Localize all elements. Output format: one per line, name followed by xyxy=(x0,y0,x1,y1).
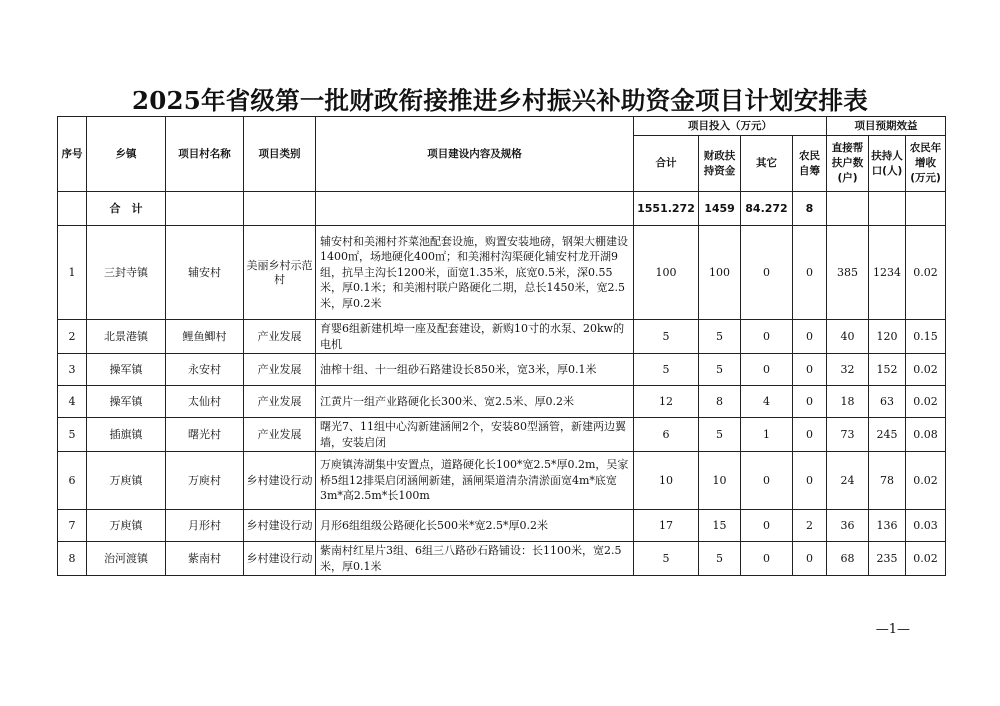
row-village: 鲤鱼鲫村 xyxy=(166,320,244,354)
header-farmer: 农民自筹 xyxy=(793,136,827,192)
row-town: 治河渡镇 xyxy=(87,542,166,576)
row-content: 曙光7、11组中心沟新建涵闸2个，安装80型涵管，新建两边翼墙，安装启闭 xyxy=(316,418,634,452)
row-category: 产业发展 xyxy=(244,386,316,418)
header-category: 项目类别 xyxy=(244,117,316,192)
row-people: 245 xyxy=(869,418,906,452)
row-total: 5 xyxy=(634,320,699,354)
row-village: 太仙村 xyxy=(166,386,244,418)
row-other: 0 xyxy=(741,354,793,386)
row-fiscal: 5 xyxy=(699,354,741,386)
total-other: 84.272 xyxy=(741,192,793,226)
row-category: 美丽乡村示范村 xyxy=(244,226,316,320)
row-content: 万庾镇涛湖集中安置点，道路硬化长100*宽2.5*厚0.2m，吴家桥5组12排渠启闭涵闸新建，涵闸渠道清杂清淤面宽4m*底宽3m*高2.5m*长100m xyxy=(316,452,634,510)
row-people: 120 xyxy=(869,320,906,354)
row-content: 月形6组组级公路硬化长500米*宽2.5*厚0.2米 xyxy=(316,510,634,542)
row-farmer: 0 xyxy=(793,354,827,386)
table-row xyxy=(58,386,946,418)
row-people: 235 xyxy=(869,542,906,576)
header-investment-group: 项目投入（万元） xyxy=(634,117,827,136)
row-town: 操军镇 xyxy=(87,354,166,386)
row-town: 万庾镇 xyxy=(87,510,166,542)
row-income: 0.02 xyxy=(906,542,946,576)
table-row xyxy=(58,418,946,452)
row-category: 产业发展 xyxy=(244,418,316,452)
row-fiscal: 15 xyxy=(699,510,741,542)
row-fiscal: 5 xyxy=(699,320,741,354)
header-content: 项目建设内容及规格 xyxy=(316,117,634,192)
row-income: 0.02 xyxy=(906,226,946,320)
table-row xyxy=(58,542,946,576)
row-fiscal: 8 xyxy=(699,386,741,418)
header-direct-households: 直接帮扶户数(户) xyxy=(827,136,869,192)
row-households: 36 xyxy=(827,510,869,542)
row-category: 产业发展 xyxy=(244,354,316,386)
row-category: 乡村建设行动 xyxy=(244,542,316,576)
header-income-increase: 农民年增收(万元) xyxy=(906,136,946,192)
total-farmer: 8 xyxy=(793,192,827,226)
row-index: 3 xyxy=(58,354,87,386)
row-farmer: 0 xyxy=(793,320,827,354)
row-people: 78 xyxy=(869,452,906,510)
row-other: 0 xyxy=(741,226,793,320)
row-town: 万庾镇 xyxy=(87,452,166,510)
row-fiscal: 5 xyxy=(699,418,741,452)
page-number: —1— xyxy=(875,622,910,637)
table-row xyxy=(58,354,946,386)
row-farmer: 0 xyxy=(793,386,827,418)
row-content: 育婴6组新建机埠一座及配套建设，新购10寸的水泵、20kw的电机 xyxy=(316,320,634,354)
row-category: 乡村建设行动 xyxy=(244,510,316,542)
row-farmer: 2 xyxy=(793,510,827,542)
row-category: 产业发展 xyxy=(244,320,316,354)
table-row xyxy=(58,320,946,354)
row-other: 0 xyxy=(741,510,793,542)
row-income: 0.02 xyxy=(906,452,946,510)
row-other: 1 xyxy=(741,418,793,452)
row-index: 8 xyxy=(58,542,87,576)
total-fiscal: 1459 xyxy=(699,192,741,226)
row-town: 操军镇 xyxy=(87,386,166,418)
total-row xyxy=(58,192,946,226)
row-people: 152 xyxy=(869,354,906,386)
row-income: 0.02 xyxy=(906,386,946,418)
header-other: 其它 xyxy=(741,136,793,192)
row-other: 4 xyxy=(741,386,793,418)
row-village: 月形村 xyxy=(166,510,244,542)
row-farmer: 0 xyxy=(793,418,827,452)
row-content: 油榨十组、十一组砂石路建设长850米，宽3米，厚0.1米 xyxy=(316,354,634,386)
row-index: 6 xyxy=(58,452,87,510)
row-index: 2 xyxy=(58,320,87,354)
row-village: 永安村 xyxy=(166,354,244,386)
row-index: 4 xyxy=(58,386,87,418)
row-content: 江黄片一组产业路硬化长300米、宽2.5米、厚0.2米 xyxy=(316,386,634,418)
row-income: 0.15 xyxy=(906,320,946,354)
project-plan-table xyxy=(57,116,946,576)
row-category: 乡村建设行动 xyxy=(244,452,316,510)
header-benefit-group: 项目预期效益 xyxy=(827,117,946,136)
row-index: 5 xyxy=(58,418,87,452)
row-village: 辅安村 xyxy=(166,226,244,320)
row-village: 万庾村 xyxy=(166,452,244,510)
row-households: 385 xyxy=(827,226,869,320)
row-income: 0.02 xyxy=(906,354,946,386)
row-village: 紫南村 xyxy=(166,542,244,576)
row-town: 北景港镇 xyxy=(87,320,166,354)
row-other: 0 xyxy=(741,542,793,576)
table-row xyxy=(58,226,946,320)
header-village: 项目村名称 xyxy=(166,117,244,192)
row-other: 0 xyxy=(741,452,793,510)
row-households: 68 xyxy=(827,542,869,576)
row-farmer: 0 xyxy=(793,452,827,510)
row-town: 插旗镇 xyxy=(87,418,166,452)
total-label: 合 计 xyxy=(87,192,166,226)
header-index: 序号 xyxy=(58,117,87,192)
page-title: 2025年省级第一批财政衔接推进乡村振兴补助资金项目计划安排表 xyxy=(132,86,868,115)
header-town: 乡镇 xyxy=(87,117,166,192)
header-fiscal: 财政扶持资金 xyxy=(699,136,741,192)
row-total: 12 xyxy=(634,386,699,418)
row-households: 24 xyxy=(827,452,869,510)
row-index: 7 xyxy=(58,510,87,542)
row-total: 100 xyxy=(634,226,699,320)
row-village: 曙光村 xyxy=(166,418,244,452)
row-total: 5 xyxy=(634,542,699,576)
row-other: 0 xyxy=(741,320,793,354)
row-people: 136 xyxy=(869,510,906,542)
row-households: 73 xyxy=(827,418,869,452)
row-farmer: 0 xyxy=(793,542,827,576)
row-households: 18 xyxy=(827,386,869,418)
row-income: 0.03 xyxy=(906,510,946,542)
header-total: 合计 xyxy=(634,136,699,192)
row-total: 5 xyxy=(634,354,699,386)
row-fiscal: 10 xyxy=(699,452,741,510)
header-supported-people: 扶持人口(人) xyxy=(869,136,906,192)
row-index: 1 xyxy=(58,226,87,320)
row-fiscal: 100 xyxy=(699,226,741,320)
table-row xyxy=(58,452,946,510)
row-town: 三封寺镇 xyxy=(87,226,166,320)
row-income: 0.08 xyxy=(906,418,946,452)
table-row xyxy=(58,510,946,542)
row-total: 10 xyxy=(634,452,699,510)
row-people: 1234 xyxy=(869,226,906,320)
row-fiscal: 5 xyxy=(699,542,741,576)
row-households: 40 xyxy=(827,320,869,354)
row-households: 32 xyxy=(827,354,869,386)
row-people: 63 xyxy=(869,386,906,418)
row-total: 17 xyxy=(634,510,699,542)
row-content: 紫南村红星片3组、6组三八路砂石路铺设：长1100米，宽2.5米，厚0.1米 xyxy=(316,542,634,576)
total-sum: 1551.272 xyxy=(634,192,699,226)
row-content: 辅安村和美湘村芥菜池配套设施，购置安装地磅，钢架大棚建设1400㎡，场地硬化400㎡；和美湘村沟渠硬化辅安村龙开湖9组，抗旱主沟长1200米，面宽1.35米，底宽0.5米，深0.55米，厚0.1米；和美湘村联户路硬化二期，总长1450米，宽2.5米，厚0.2米 xyxy=(316,226,634,320)
row-farmer: 0 xyxy=(793,226,827,320)
row-total: 6 xyxy=(634,418,699,452)
